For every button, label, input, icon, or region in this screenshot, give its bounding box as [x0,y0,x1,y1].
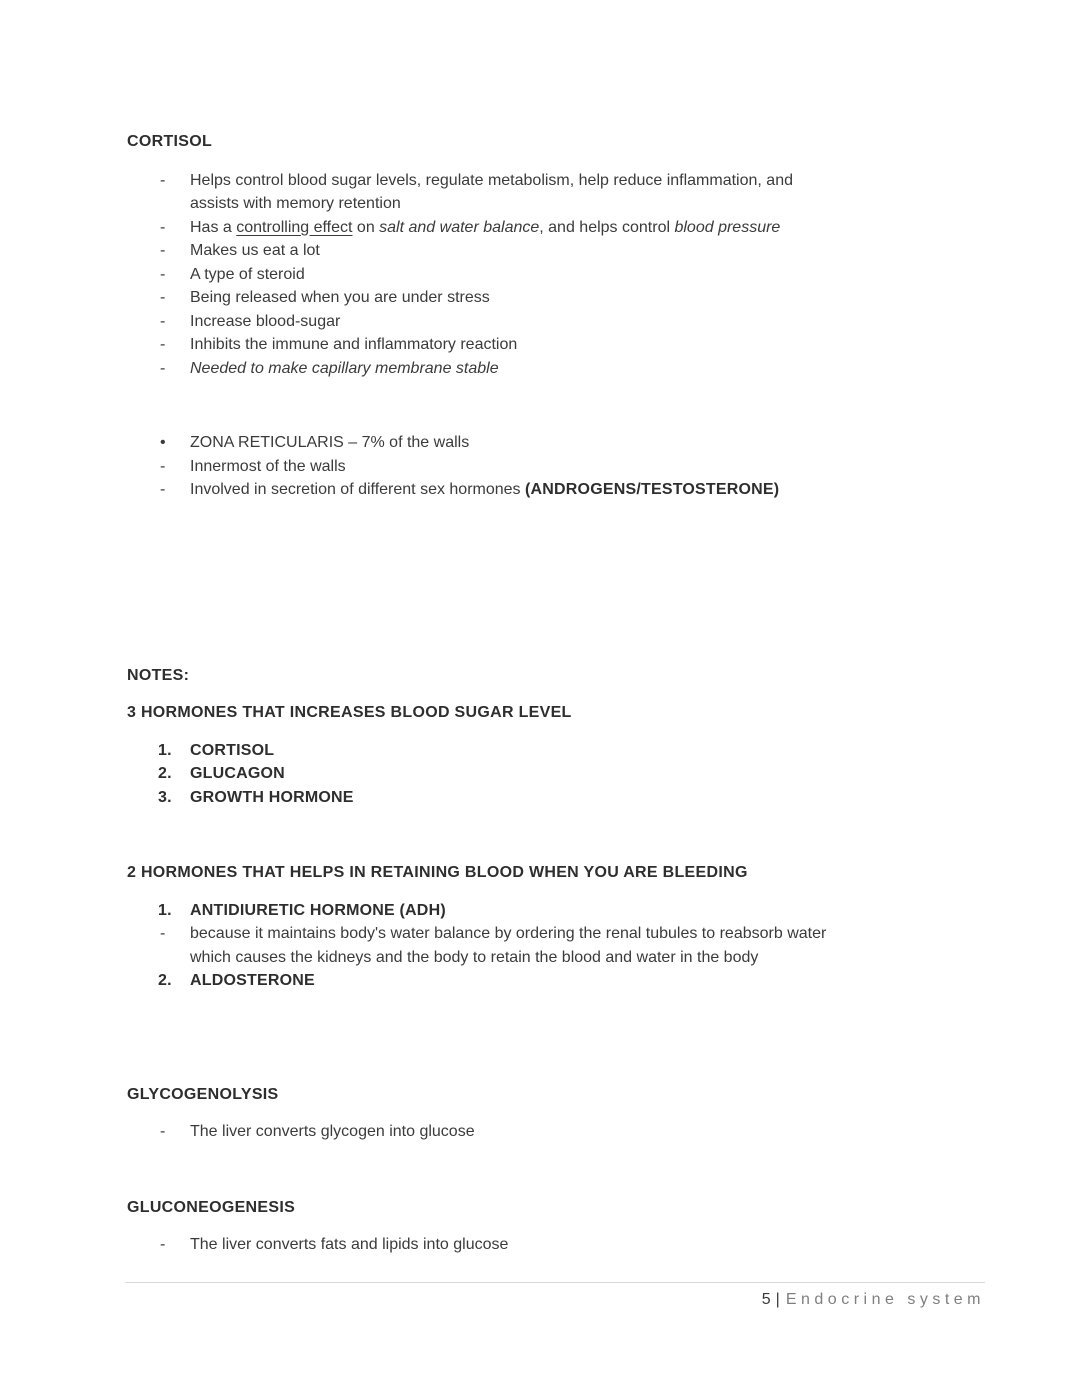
list-item-text: A type of steroid [190,265,305,283]
list-item [127,333,985,357]
list-item-text: ZONA RETICULARIS – 7% of the walls [190,434,470,451]
list-item-text [190,478,779,502]
dash-marker: - [160,1123,166,1140]
list-number: 1. [158,901,172,919]
list-item [127,455,985,479]
list-item [127,310,985,334]
glycogenolysis-heading: GLYCOGENOLYSIS [127,1085,279,1103]
list-item [127,1120,985,1144]
list-item [127,739,985,763]
list-item [127,216,985,240]
text-segment: Has a [190,218,237,236]
dash-marker: - [160,359,166,377]
dash-marker: - [160,312,166,330]
list-item [127,1233,985,1257]
list-item [127,431,985,455]
text-segment: on [352,218,380,236]
dash-marker: - [160,265,166,283]
list-item [127,762,985,786]
dash-marker: - [160,457,166,475]
text-segment: , and helps control [539,218,675,236]
list-item-text: Increase blood-sugar [190,312,341,330]
list-item-text: CORTISOL [190,741,275,759]
dash-marker: - [160,171,166,189]
underlined-text-segment: controlling effect [236,218,353,236]
italic-text-segment: salt and water balance [379,218,540,236]
list-item [127,786,985,810]
list-item-text: Helps control blood sugar levels, regulate metabolism, help reduce inflammation, and assists with memory retention [190,171,793,212]
gluconeogenesis-heading: GLUCONEOGENESIS [127,1198,296,1216]
dash-marker: - [160,481,166,498]
retaining-blood-hormone-list [127,899,985,993]
list-item-text: Being released when you are under stress [190,289,490,306]
zona-reticularis-list [127,431,985,502]
dash-marker: - [160,218,166,236]
list-item-text: Makes us eat a lot [190,242,320,259]
list-item [127,357,985,381]
cortisol-heading: CORTISOL [127,133,213,150]
footer-separator: | [775,1291,780,1308]
list-item [127,263,985,287]
list-item-text [190,216,780,240]
list-number: 3. [158,788,172,806]
notes-heading: NOTES: [127,666,190,684]
bullet-marker: • [160,434,166,451]
gluconeogenesis-list [127,1233,985,1257]
list-item-text: because it maintains body's water balance by ordering the renal tubules to reabsorb water which causes the kidneys and the body to retain the blood and water in the body [190,925,827,966]
list-item [127,969,985,993]
page-number: 5 [761,1291,771,1308]
blood-sugar-heading: 3 HORMONES THAT INCREASES BLOOD SUGAR LEVEL [127,704,572,721]
dash-marker: - [160,289,166,306]
list-number: 1. [158,741,172,759]
list-item [127,286,985,310]
list-item-text: GROWTH HORMONE [190,788,354,806]
dash-marker: - [160,1236,166,1253]
list-item-text: ANTIDIURETIC HORMONE (ADH) [190,901,446,919]
retaining-blood-heading: 2 HORMONES THAT HELPS IN RETAINING BLOOD WHEN YOU ARE BLEEDING [127,864,748,881]
cortisol-list [127,169,985,381]
glycogenolysis-list [127,1120,985,1144]
dash-marker: - [160,336,166,353]
list-item [127,478,985,502]
text-segment: Involved in secretion of different sex hormones [190,481,525,498]
list-item-text: ALDOSTERONE [190,972,315,989]
list-item [127,899,985,923]
blood-sugar-hormone-list [127,739,985,810]
dash-marker: - [160,242,166,259]
list-item-text: GLUCAGON [190,765,285,782]
list-item-text: The liver converts glycogen into glucose [190,1123,475,1140]
list-item [127,922,985,969]
list-item [127,169,985,216]
list-item-text: Needed to make capillary membrane stable [190,359,499,377]
list-item-text: Inhibits the immune and inflammatory reaction [190,336,518,353]
list-item [127,239,985,263]
footer-section-title: Endocrine system [785,1291,985,1308]
list-number: 2. [158,972,172,989]
list-item-text: Innermost of the walls [190,457,346,475]
dash-marker: - [160,925,166,942]
page-footer [125,1282,985,1310]
italic-text-segment: blood pressure [674,218,781,236]
list-item-text: The liver converts fats and lipids into glucose [190,1236,509,1253]
list-number: 2. [158,765,172,782]
bold-text-segment: (ANDROGENS/TESTOSTERONE) [525,481,780,498]
